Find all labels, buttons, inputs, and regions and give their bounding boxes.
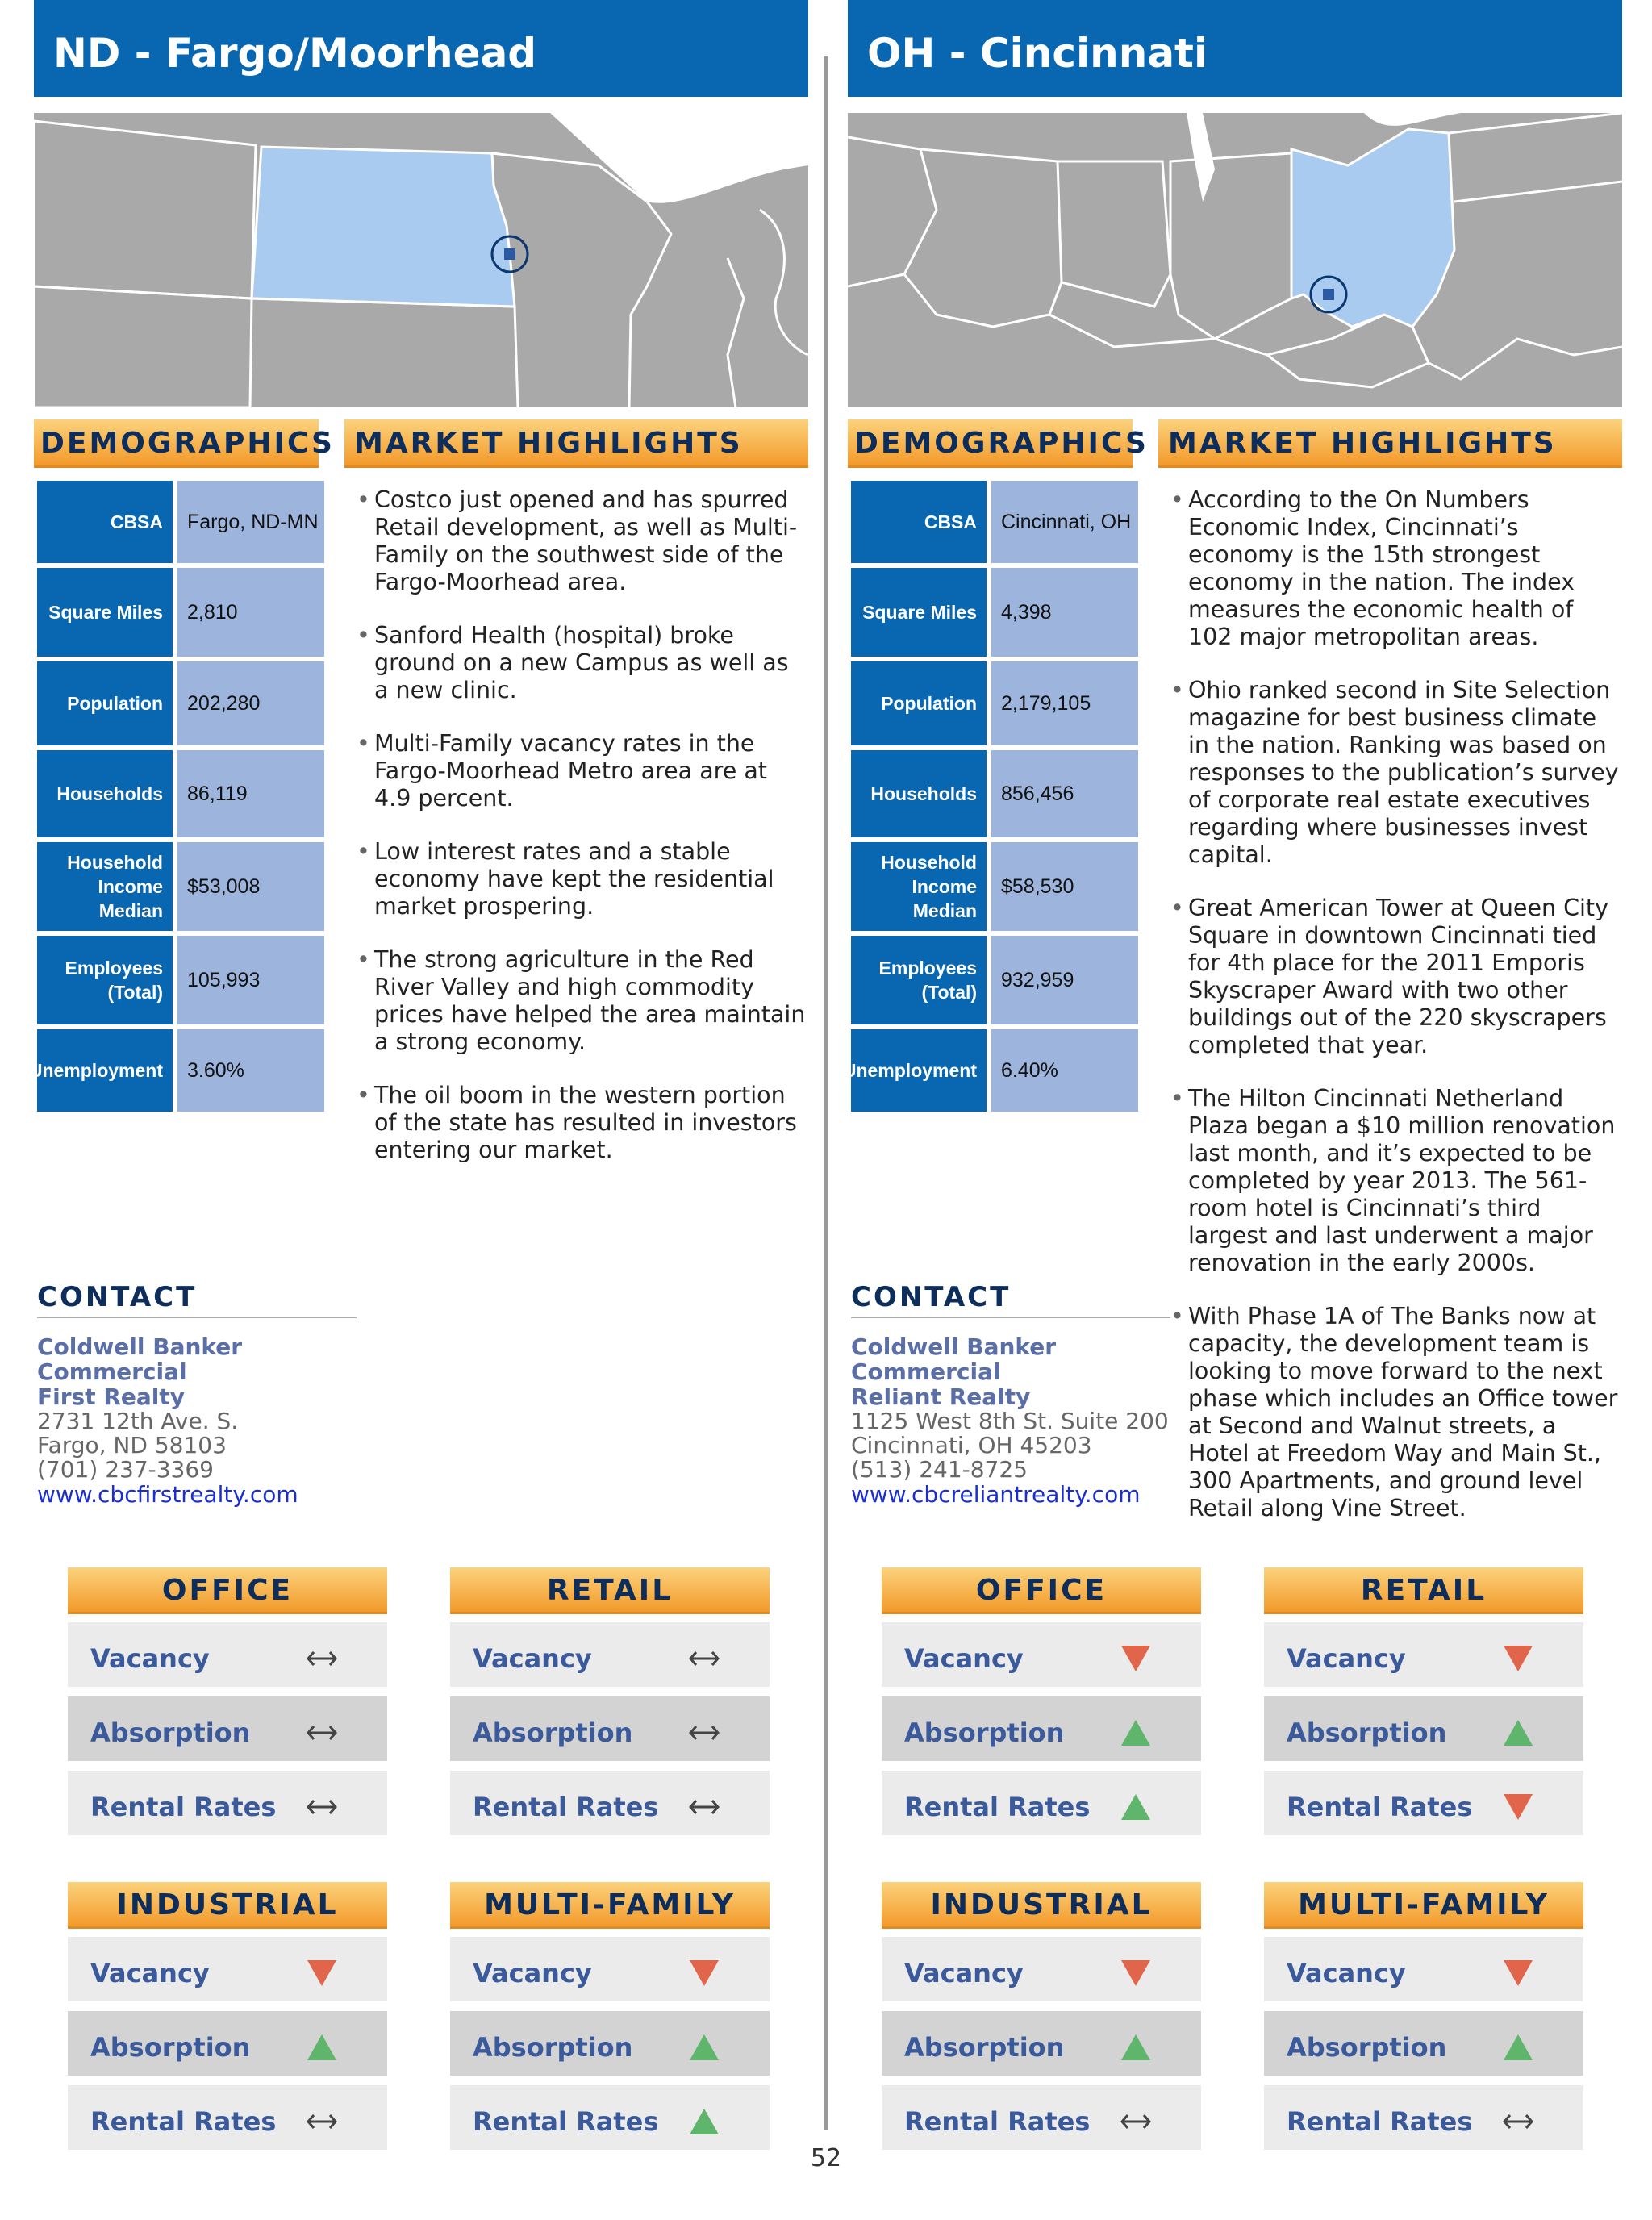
demographics-label: Employees (Total)	[851, 936, 987, 1024]
demographics-label: Square Miles	[37, 568, 173, 657]
sector-metric-row	[68, 2011, 387, 2076]
sector-metric-row	[1264, 2011, 1583, 2076]
market-highlights-header: MARKET HIGHLIGHTS	[344, 419, 808, 468]
demographics-row	[842, 1029, 1138, 1112]
trend-flat-icon	[687, 1642, 721, 1675]
trend-up-icon	[1119, 1791, 1153, 1823]
demographics-value: 86,119	[177, 750, 324, 837]
metric-label: Absorption	[473, 2032, 633, 2063]
trend-flat-icon	[305, 1791, 339, 1823]
metric-label: Vacancy	[1287, 1643, 1406, 1674]
demographics-value: 932,959	[991, 936, 1138, 1024]
demographics-row	[851, 750, 1138, 837]
demographics-value: 105,993	[177, 936, 324, 1024]
sector-metric-row	[450, 1622, 770, 1687]
demographics-label: Unemployment	[37, 1029, 173, 1112]
highlight-item: • Multi-Family vacancy rates in the Fargo-Moorhead Metro area are at 4.9 percent.	[357, 730, 808, 812]
demographics-label: Population	[851, 661, 987, 745]
state-map-north-dakota	[34, 113, 808, 407]
trend-down-icon	[1501, 1957, 1535, 1989]
sector-metric-row	[882, 2011, 1201, 2076]
contact-website-link[interactable]: www.cbcreliantrealty.com	[851, 1481, 1141, 1508]
trend-up-icon	[1119, 1717, 1153, 1749]
trend-up-icon	[305, 2031, 339, 2064]
highlight-item: • According to the On Numbers Economic Index, Cincinnati’s economy is the 15th strongest economy in the nation. The index measures the economic health of 102 major metropolitan areas.	[1170, 486, 1622, 651]
sector-retail	[450, 1567, 770, 1845]
demographics-label: Households	[851, 750, 987, 837]
metric-label: Rental Rates	[473, 2106, 659, 2137]
market-highlights-list	[1170, 486, 1622, 1548]
metric-label: Rental Rates	[473, 1792, 659, 1822]
metric-label: Rental Rates	[90, 2106, 277, 2137]
demographics-table	[28, 481, 324, 1116]
metric-label: Vacancy	[1287, 1958, 1406, 1988]
column-divider	[824, 56, 828, 2130]
demographics-value: 3.60%	[177, 1029, 324, 1112]
highlight-item: • With Phase 1A of The Banks now at capacity, the development team is looking to move forward to the next phase which includes an Office tower at Second and Walnut streets, a Hotel at Freedom Way and Main St., 300 Apartments, and ground level Retail along Vine Street.	[1170, 1303, 1622, 1522]
demographics-row	[37, 661, 324, 745]
demographics-value: 2,810	[177, 568, 324, 657]
contact-title: CONTACT	[851, 1281, 1170, 1318]
trend-down-icon	[687, 1957, 721, 1989]
sector-header: MULTI-FAMILY	[450, 1882, 770, 1929]
contact-address-line2: Cincinnati, OH 45203	[851, 1432, 1092, 1458]
trend-down-icon	[1119, 1642, 1153, 1675]
trend-flat-icon	[687, 1791, 721, 1823]
market-title: OH - Cincinnati	[848, 0, 1622, 97]
metric-label: Rental Rates	[1287, 2106, 1473, 2137]
trend-down-icon	[1501, 1791, 1535, 1823]
demographics-value: 202,280	[177, 661, 324, 745]
trend-flat-icon	[687, 1717, 721, 1749]
trend-up-icon	[1501, 1717, 1535, 1749]
demographics-value: $58,530	[991, 842, 1138, 931]
sector-metric-row	[450, 1696, 770, 1761]
metric-label: Vacancy	[473, 1643, 592, 1674]
trend-flat-icon	[305, 1717, 339, 1749]
trend-flat-icon	[1501, 2105, 1535, 2138]
demographics-header: DEMOGRAPHICS	[848, 419, 1133, 468]
metric-label: Absorption	[473, 1717, 633, 1748]
trend-flat-icon	[1119, 2105, 1153, 2138]
demographics-table	[842, 481, 1138, 1116]
trend-up-icon	[1501, 2031, 1535, 2064]
sector-office	[882, 1567, 1201, 1845]
sector-metric-row	[450, 2085, 770, 2150]
sector-multi-family	[450, 1882, 770, 2159]
sector-metric-row	[1264, 1696, 1583, 1761]
sector-metric-row	[68, 2085, 387, 2150]
trend-up-icon	[687, 2031, 721, 2064]
sector-metric-row	[882, 1937, 1201, 2001]
sector-metric-row	[1264, 1771, 1583, 1835]
metric-label: Absorption	[904, 2032, 1065, 2063]
trend-up-icon	[1119, 2031, 1153, 2064]
sector-industrial	[68, 1882, 387, 2159]
metric-label: Absorption	[904, 1717, 1065, 1748]
contact-block	[37, 1281, 360, 1508]
contact-firm-line2: Reliant Realty	[851, 1383, 1031, 1410]
metric-label: Rental Rates	[904, 2106, 1091, 2137]
contact-firm-line1: Coldwell Banker Commercial	[851, 1333, 1057, 1385]
sector-header: MULTI-FAMILY	[1264, 1882, 1583, 1929]
sector-metric-row	[1264, 1937, 1583, 2001]
sector-header: OFFICE	[68, 1567, 387, 1614]
highlight-item: • The oil boom in the western portion of the state has resulted in investors entering our market.	[357, 1082, 808, 1164]
demographics-label: Household Income Median	[851, 842, 987, 931]
trend-down-icon	[305, 1957, 339, 1989]
contact-website-link[interactable]: www.cbcfirstrealty.com	[37, 1481, 298, 1508]
trend-up-icon	[687, 2105, 721, 2138]
contact-phone: (513) 241-8725	[851, 1456, 1028, 1483]
metric-label: Vacancy	[90, 1643, 210, 1674]
sector-industrial	[882, 1882, 1201, 2159]
highlighted-state	[1291, 129, 1454, 327]
metric-label: Rental Rates	[90, 1792, 277, 1822]
market-column-fargo	[28, 0, 808, 2220]
metric-label: Absorption	[90, 1717, 251, 1748]
map-illustration	[34, 113, 808, 407]
demographics-value: 2,179,105	[991, 661, 1138, 745]
highlight-item: • Costco just opened and has spurred Retail development, as well as Multi-Family on the southwest side of the Fargo-Moorhead area.	[357, 486, 808, 596]
contact-title: CONTACT	[37, 1281, 357, 1318]
sector-office	[68, 1567, 387, 1845]
sector-metric-row	[882, 1622, 1201, 1687]
demographics-label: Population	[37, 661, 173, 745]
demographics-value: 856,456	[991, 750, 1138, 837]
sector-metric-row	[1264, 2085, 1583, 2150]
demographics-row	[37, 481, 324, 563]
demographics-row	[37, 842, 324, 931]
demographics-label: Employees (Total)	[37, 936, 173, 1024]
state-map-ohio	[848, 113, 1622, 407]
sector-metric-row	[882, 2085, 1201, 2150]
trend-down-icon	[1119, 1957, 1153, 1989]
demographics-row	[851, 661, 1138, 745]
metric-label: Vacancy	[473, 1958, 592, 1988]
demographics-value: 4,398	[991, 568, 1138, 657]
highlight-item: • Ohio ranked second in Site Selection magazine for best business climate in the nation. Ranking was based on responses to the publication’s survey of corporate real estate executives regarding where businesses invest capital.	[1170, 677, 1622, 869]
market-highlights-header: MARKET HIGHLIGHTS	[1158, 419, 1622, 468]
metric-label: Vacancy	[904, 1958, 1024, 1988]
sector-metric-row	[68, 1622, 387, 1687]
metric-label: Absorption	[90, 2032, 251, 2063]
demographics-label: CBSA	[851, 481, 987, 563]
demographics-value: Fargo, ND-MN	[177, 481, 324, 563]
highlighted-state	[252, 147, 515, 307]
demographics-label: Square Miles	[851, 568, 987, 657]
demographics-value: 6.40%	[991, 1029, 1138, 1112]
demographics-label: Unemployment	[851, 1029, 987, 1112]
map-illustration	[848, 113, 1622, 407]
demographics-row	[37, 936, 324, 1024]
demographics-row	[851, 568, 1138, 657]
contact-block	[851, 1281, 1174, 1508]
highlight-item: • Low interest rates and a stable economy have kept the residential market prospering.	[357, 838, 808, 920]
sector-header: OFFICE	[882, 1567, 1201, 1614]
market-column-cincinnati	[842, 0, 1622, 2220]
demographics-header: DEMOGRAPHICS	[34, 419, 319, 468]
sector-metric-row	[1264, 1622, 1583, 1687]
sector-metric-row	[450, 1937, 770, 2001]
contact-phone: (701) 237-3369	[37, 1456, 214, 1483]
metric-label: Rental Rates	[904, 1792, 1091, 1822]
sector-header: RETAIL	[450, 1567, 770, 1614]
market-title: ND - Fargo/Moorhead	[34, 0, 808, 97]
sector-metric-row	[882, 1771, 1201, 1835]
demographics-row	[851, 481, 1138, 563]
highlight-item: • Sanford Health (hospital) broke ground on a new Campus as well as a new clinic.	[357, 622, 808, 704]
sector-metric-row	[68, 1937, 387, 2001]
demographics-label: CBSA	[37, 481, 173, 563]
metric-label: Rental Rates	[1287, 1792, 1473, 1822]
contact-firm-line2: First Realty	[37, 1383, 186, 1410]
demographics-row	[37, 568, 324, 657]
sector-metric-row	[882, 1696, 1201, 1761]
demographics-value: $53,008	[177, 842, 324, 931]
demographics-row	[37, 750, 324, 837]
demographics-label: Household Income Median	[37, 842, 173, 931]
contact-address-line2: Fargo, ND 58103	[37, 1432, 227, 1458]
page-number: 52	[810, 2144, 842, 2172]
highlight-item: • The strong agriculture in the Red River Valley and high commodity prices have helped the area maintain a strong economy.	[357, 946, 808, 1056]
highlight-item: • The Hilton Cincinnati Netherland Plaza began a $10 million renovation last month, and it’s expected to be completed by year 2013. The 561-room hotel is Cincinnati’s third largest and last underwent a major renovation in the early 2000s.	[1170, 1085, 1622, 1277]
highlight-item: • Great American Tower at Queen City Square in downtown Cincinnati tied for 4th place for the 2011 Emporis Skyscraper Award with two other buildings out of the 220 skyscrapers completed that year.	[1170, 895, 1622, 1059]
sector-header: INDUSTRIAL	[68, 1882, 387, 1929]
trend-flat-icon	[305, 2105, 339, 2138]
demographics-value: Cincinnati, OH	[991, 481, 1138, 563]
metric-label: Vacancy	[90, 1958, 210, 1988]
contact-firm-line1: Coldwell Banker Commercial	[37, 1333, 243, 1385]
contact-address-line1: 2731 12th Ave. S.	[37, 1408, 239, 1434]
sector-metric-row	[68, 1771, 387, 1835]
demographics-row	[851, 842, 1138, 931]
metric-label: Absorption	[1287, 1717, 1447, 1748]
market-highlights-list	[357, 486, 808, 1190]
sector-metric-row	[68, 1696, 387, 1761]
sector-multi-family	[1264, 1882, 1583, 2159]
sector-retail	[1264, 1567, 1583, 1845]
metric-label: Absorption	[1287, 2032, 1447, 2063]
demographics-label: Households	[37, 750, 173, 837]
sector-header: RETAIL	[1264, 1567, 1583, 1614]
sector-metric-row	[450, 2011, 770, 2076]
contact-address-line1: 1125 West 8th St. Suite 200	[851, 1408, 1169, 1434]
sector-header: INDUSTRIAL	[882, 1882, 1201, 1929]
trend-flat-icon	[305, 1642, 339, 1675]
metric-label: Vacancy	[904, 1643, 1024, 1674]
sector-metric-row	[450, 1771, 770, 1835]
demographics-row	[851, 936, 1138, 1024]
demographics-row	[28, 1029, 324, 1112]
trend-down-icon	[1501, 1642, 1535, 1675]
